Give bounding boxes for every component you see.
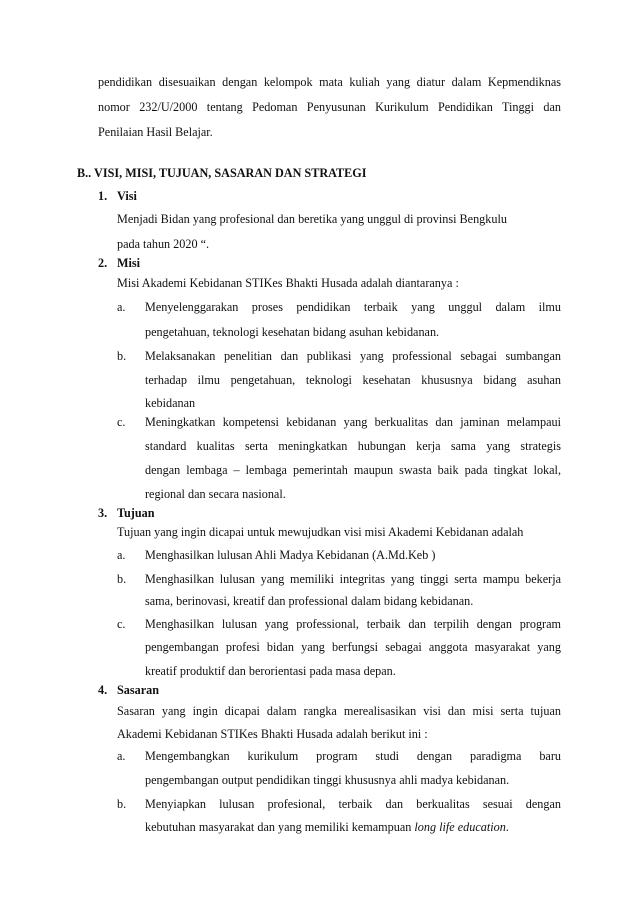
intro-line-2: nomor 232/U/2000 tentang Pedoman Penyusunan Kurikulum Pendidikan Tinggi dan <box>98 100 561 114</box>
sasaran-intro-2: Akademi Kebidanan STIKes Bhakti Husada adalah berikut ini : <box>117 727 428 741</box>
misi-b-label: b. <box>117 349 127 363</box>
section-heading: B.. VISI, MISI, TUJUAN, SASARAN DAN STRATEGI <box>77 166 367 180</box>
misi-b-line-1: Melaksanakan penelitian dan publikasi yang professional sebagai sumbangan <box>145 349 561 363</box>
misi-c-line-1: Meningkatkan kompetensi kebidanan yang berkualitas dan jaminan melampaui <box>145 415 561 429</box>
sasaran-a-label: a. <box>117 749 126 763</box>
intro-line-3: Penilaian Hasil Belajar. <box>98 125 213 139</box>
sasaran-intro-1: Sasaran yang ingin dicapai dalam rangka merealisasikan visi dan misi serta tujuan <box>117 704 561 718</box>
tujuan-c-line-3: kreatif produktif dan berorientasi pada masa depan. <box>145 664 396 678</box>
tujuan-title: Tujuan <box>117 506 155 520</box>
sasaran-title: Sasaran <box>117 683 159 697</box>
misi-c-line-2: standard kualitas serta meningkatkan hubungan kerja sama yang strategis <box>145 439 561 453</box>
misi-number: 2. <box>98 256 108 270</box>
sasaran-a-line-1: Mengembangkan kurikulum program studi dengan paradigma baru <box>145 749 561 763</box>
tujuan-b-label: b. <box>117 572 127 586</box>
misi-c-line-4: regional dan secara nasional. <box>145 487 286 501</box>
tujuan-a-label: a. <box>117 548 126 562</box>
sasaran-a-line-2: pengembangan output pendidikan tinggi khususnya ahli madya kebidanan. <box>145 773 510 787</box>
misi-title: Misi <box>117 256 141 270</box>
misi-a-label: a. <box>117 300 126 314</box>
sasaran-b-line-2 <box>145 819 509 835</box>
misi-b-line-2: terhadap ilmu pengetahuan, teknologi kesehatan khususnya bidang asuhan <box>145 373 561 387</box>
misi-c-label: c. <box>117 415 126 429</box>
tujuan-b-line-1: Menghasilkan lulusan yang memiliki integritas yang tinggi serta mampu bekerja <box>145 572 561 586</box>
visi-title: Visi <box>117 189 137 203</box>
sasaran-b-line-1: Menyiapkan lulusan profesional, terbaik dan berkualitas sesuai dengan <box>145 797 561 811</box>
tujuan-number: 3. <box>98 506 108 520</box>
visi-line-1: Menjadi Bidan yang profesional dan beretika yang unggul di provinsi Bengkulu <box>117 212 507 226</box>
misi-b-line-3: kebidanan <box>145 396 196 410</box>
misi-a-line-1: Menyelenggarakan proses pendidikan terbaik yang unggul dalam ilmu <box>145 300 561 314</box>
intro-line-1: pendidikan disesuaikan dengan kelompok mata kuliah yang diatur dalam Kepmendiknas <box>98 75 561 89</box>
misi-intro: Misi Akademi Kebidanan STIKes Bhakti Husada adalah diantaranya : <box>117 276 459 290</box>
tujuan-intro: Tujuan yang ingin dicapai untuk mewujudkan visi misi Akademi Kebidanan adalah <box>117 525 524 539</box>
tujuan-b-line-2: sama, berinovasi, kreatif dan professional dalam bidang kebidanan. <box>145 594 474 608</box>
tujuan-c-line-2: pengembangan profesi bidan yang berfungsi sebagai anggota masyarakat yang <box>145 640 561 654</box>
long-life-education-italic: long life education <box>414 820 506 834</box>
sasaran-number: 4. <box>98 683 108 697</box>
tujuan-c-label: c. <box>117 617 126 631</box>
misi-a-line-2: pengetahuan, teknologi kesehatan bidang asuhan kebidanan. <box>145 325 440 339</box>
visi-number: 1. <box>98 189 108 203</box>
sasaran-b-line-2-end: . <box>505 820 509 834</box>
sasaran-b-line-2-text: kebutuhan masyarakat dan yang memiliki kemampuan <box>145 820 412 834</box>
tujuan-a-line-1: Menghasilkan lulusan Ahli Madya Kebidanan (A.Md.Keb ) <box>145 548 436 562</box>
sasaran-b-label: b. <box>117 797 127 811</box>
tujuan-c-line-1: Menghasilkan lulusan yang professional, terbaik dan terpilih dengan program <box>145 617 561 631</box>
misi-c-line-3: dengan lembaga – lembaga pemerintah maupun swasta baik pada tingkat lokal, <box>145 463 561 477</box>
visi-line-2: pada tahun 2020 “. <box>117 237 210 251</box>
